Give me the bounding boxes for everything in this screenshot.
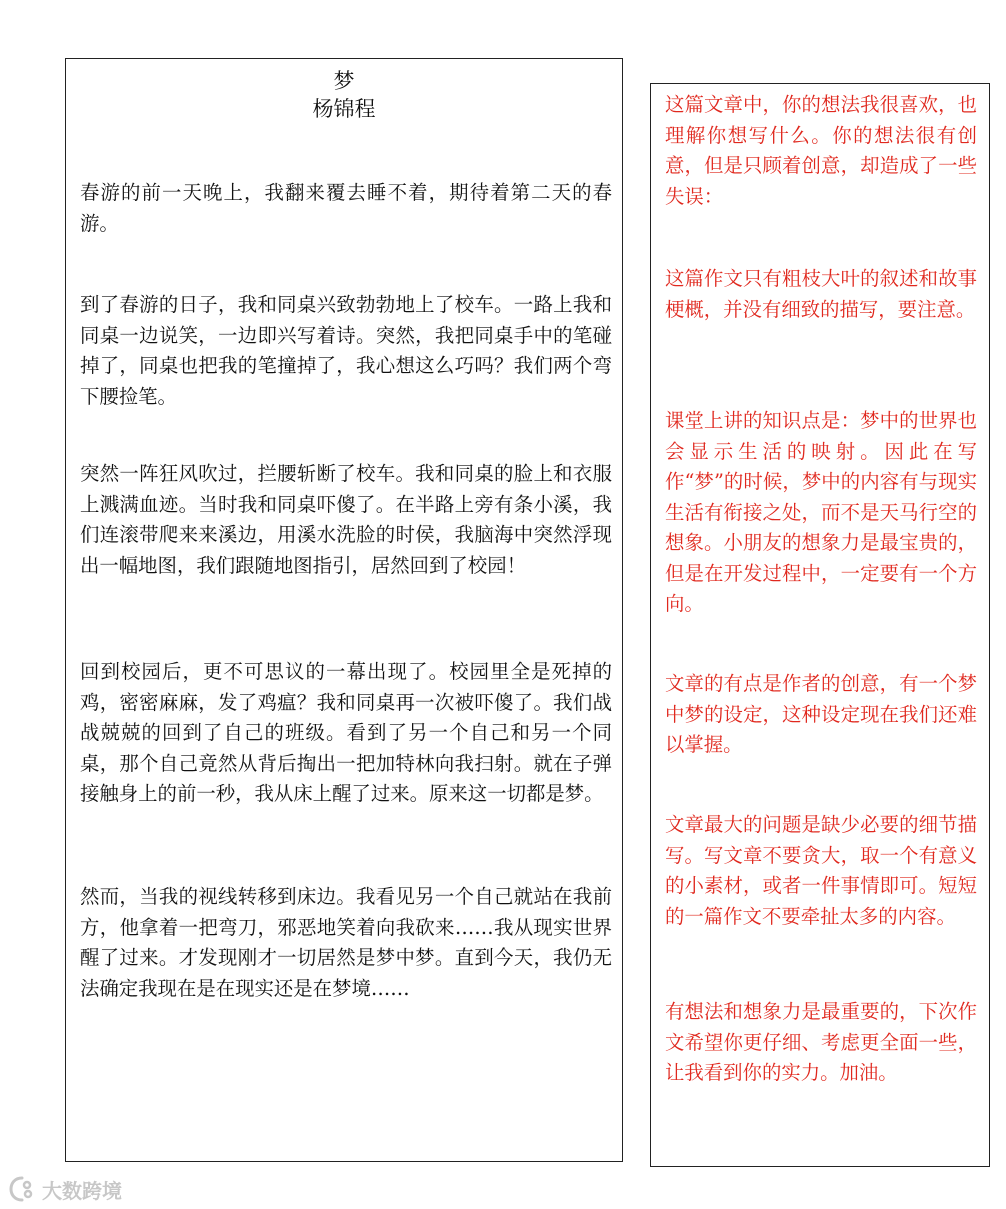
essay-paragraph: 然而，当我的视线转移到床边。我看见另一个自己就站在我前方，他拿着一把弯刀，邪恶地笑着向我砍来……我从现实世界醒了过来。才发现刚才一切居然是梦中梦。直到今天，我仍无法确定我现在是在现实还是在梦境…… [80,885,612,1000]
essay-paragraph: 回到校园后，更不可思议的一幕出现了。校园里全是死掉的鸡，密密麻麻，发了鸡瘟？我和同桌再一次被吓傻了。我们战战兢兢的回到了自己的班级。看到了另一个自己和另一个同桌，那个自己竟然从背后掏出一把加特林向我扫射。就在子弹接触身上的前一秒，我从床上醒了过来。原来这一切都是梦。 [80,660,612,805]
teacher-comment: 有想法和想象力是最重要的，下次作文希望你更仔细、考虑更全面一些，让我看到你的实力。加油。 [665,1000,977,1084]
teacher-comment: 这篇作文只有粗枝大叶的叙述和故事梗概，并没有细致的描写，要注意。 [665,267,977,321]
brand-logo-icon [8,1175,36,1203]
watermark [8,1174,122,1204]
teacher-comments-panel [650,83,990,1167]
essay-paragraph: 到了春游的日子，我和同桌兴致勃勃地上了校车。一路上我和同桌一边说笑，一边即兴写着诗。突然，我把同桌手中的笔碰掉了，同桌也把我的笔撞掉了，我心想这么巧吗？我们两个弯下腰捡笔。 [80,293,612,408]
watermark-text: 大数跨境 [42,1178,122,1203]
essay-panel [65,58,623,1162]
teacher-comment: 课堂上讲的知识点是：梦中的世界也会显示生活的映射。因此在写作“梦”的时候，梦中的内容有与现实生活有衔接之处，而不是天马行空的想象。小朋友的想象力是最宝贵的，但是在开发过程中，一定要有一个方向。 [665,409,977,615]
essay-author: 杨锦程 [312,97,376,121]
teacher-comment: 这篇文章中，你的想法我很喜欢，也理解你想写什么。你的想法很有创意，但是只顾着创意，却造成了一些失误： [665,93,977,208]
teacher-comment: 文章最大的问题是缺少必要的细节描写。写文章不要贪大，取一个有意义的小素材，或者一件事情即可。短短的一篇作文不要牵扯太多的内容。 [665,813,977,928]
teacher-comment: 文章的有点是作者的创意，有一个梦中梦的设定，这种设定现在我们还难以掌握。 [665,672,977,756]
essay-paragraph: 突然一阵狂风吹过，拦腰斩断了校车。我和同桌的脸上和衣服上溅满血迹。当时我和同桌吓傻了。在半路上旁有条小溪，我们连滚带爬来来溪边，用溪水洗脸的时侯，我脑海中突然浮现出一幅地图，我们跟随地图指引，居然回到了校园！ [80,462,612,577]
essay-paragraph: 春游的前一天晚上，我翻来覆去睡不着，期待着第二天的春游。 [80,181,612,235]
essay-title: 梦 [333,69,355,93]
